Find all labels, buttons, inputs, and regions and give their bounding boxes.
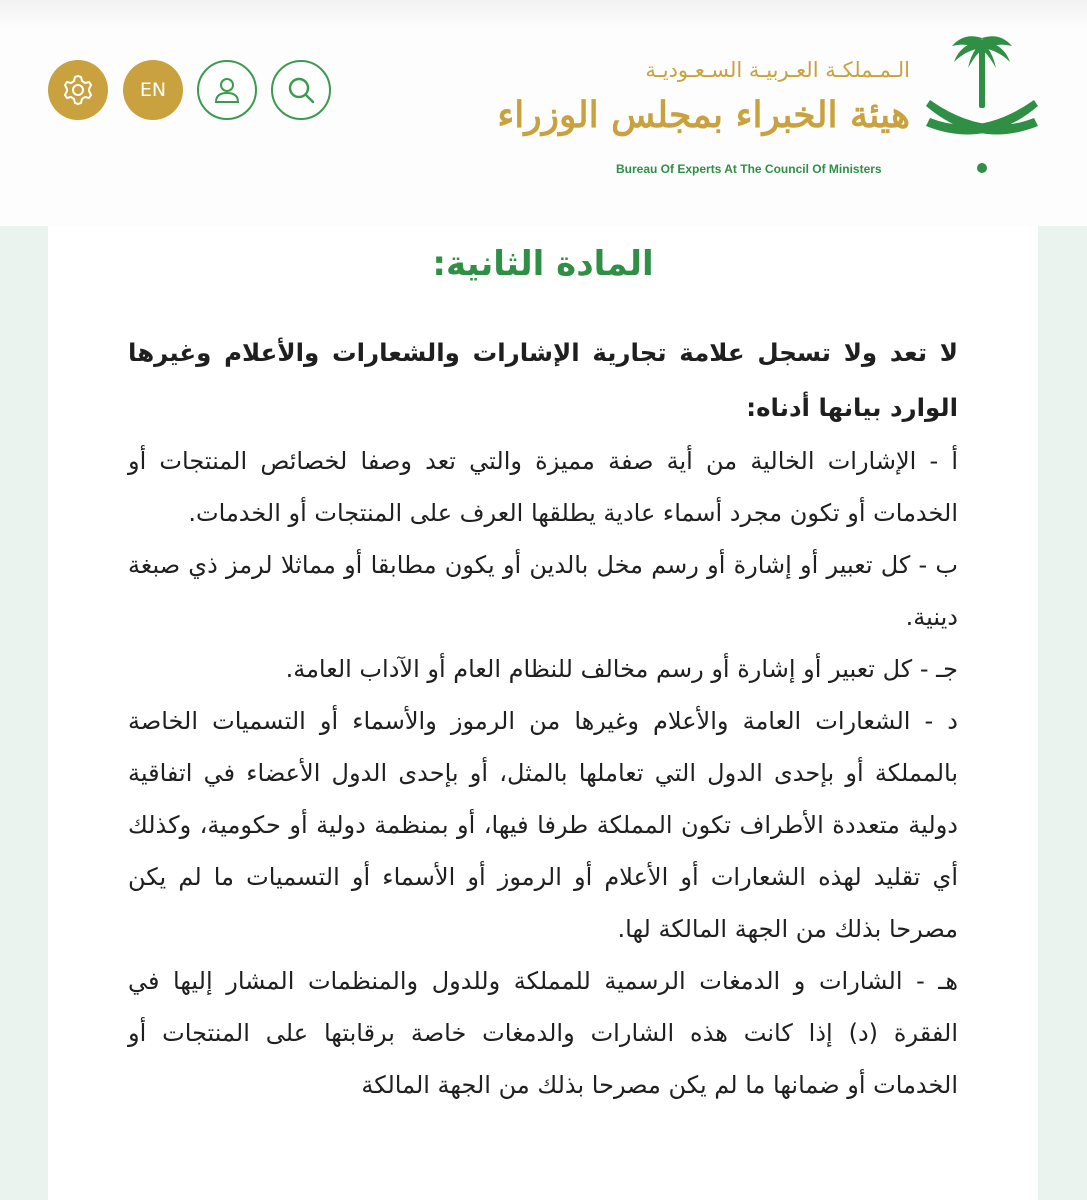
article-body: [128, 325, 958, 1111]
account-button[interactable]: [197, 60, 257, 120]
gear-icon: [61, 73, 95, 107]
site-header: [0, 0, 1087, 226]
kingdom-name-ar: الـمـملكـة العـربيـة السـعـوديـة: [645, 58, 910, 82]
clause-e: هـ - الشارات و الدمغات الرسمية للمملكة وللدول والمنظمات المشار إليها في الفقرة (د) إذا كانت هذه الشارات والدمغات خاصة برقابتها على المنتجات أو الخدمات أو ضمانها ما لم يكن مصرحا بذلك من الجهة المالكة: [128, 967, 958, 1099]
header-shade: [0, 0, 1087, 30]
article-title: المادة الثانية:: [432, 244, 654, 284]
clause-d: د - الشعارات العامة والأعلام وغيرها من الرموز والأسماء أو التسميات الخاصة بالمملكة أو بإحدى الدول التي تعاملها بالمثل، أو بإحدى الدول الأعضاء في اتفاقية دولية متعددة الأطراف تكون المملكة طرفا فيها، أو بمنظمة دولية أو حكومية، وكذلك أي تقليد لهذه الشعارات أو الأعلام أو الرموز أو الأسماء أو التسميات ما لم يكن مصرحا بذلك من الجهة المالكة لها.: [128, 707, 958, 943]
user-icon: [211, 74, 243, 106]
bureau-logo[interactable]: [497, 28, 1042, 188]
bureau-name-ar: هيئة الخبراء بمجلس الوزراء: [497, 94, 910, 136]
search-icon: [285, 74, 317, 106]
clause-b: ب - كل تعبير أو إشارة أو رسم مخل بالدين أو يكون مطابقا أو مماثلا لرمز ذي صبغة دينية.: [128, 551, 958, 631]
language-label: EN: [139, 79, 167, 101]
palm-swords-emblem-icon: [922, 28, 1042, 178]
language-button[interactable]: [123, 60, 183, 120]
search-button[interactable]: [271, 60, 331, 120]
article-intro: لا تعد ولا تسجل علامة تجارية الإشارات والشعارات والأعلام وغيرها الوارد بيانها أدناه:: [128, 338, 958, 422]
settings-button[interactable]: [48, 60, 108, 120]
clause-c: جـ - كل تعبير أو إشارة أو رسم مخالف للنظام العام أو الآداب العامة.: [285, 655, 958, 683]
clause-a: أ - الإشارات الخالية من أية صفة مميزة والتي تعد وصفا لخصائص المنتجات أو الخدمات أو تكون مجرد أسماء عادية يطلقها العرف على المنتجات أو الخدمات.: [128, 447, 958, 527]
bureau-name-en: Bureau Of Experts At The Council Of Ministers: [616, 162, 882, 176]
